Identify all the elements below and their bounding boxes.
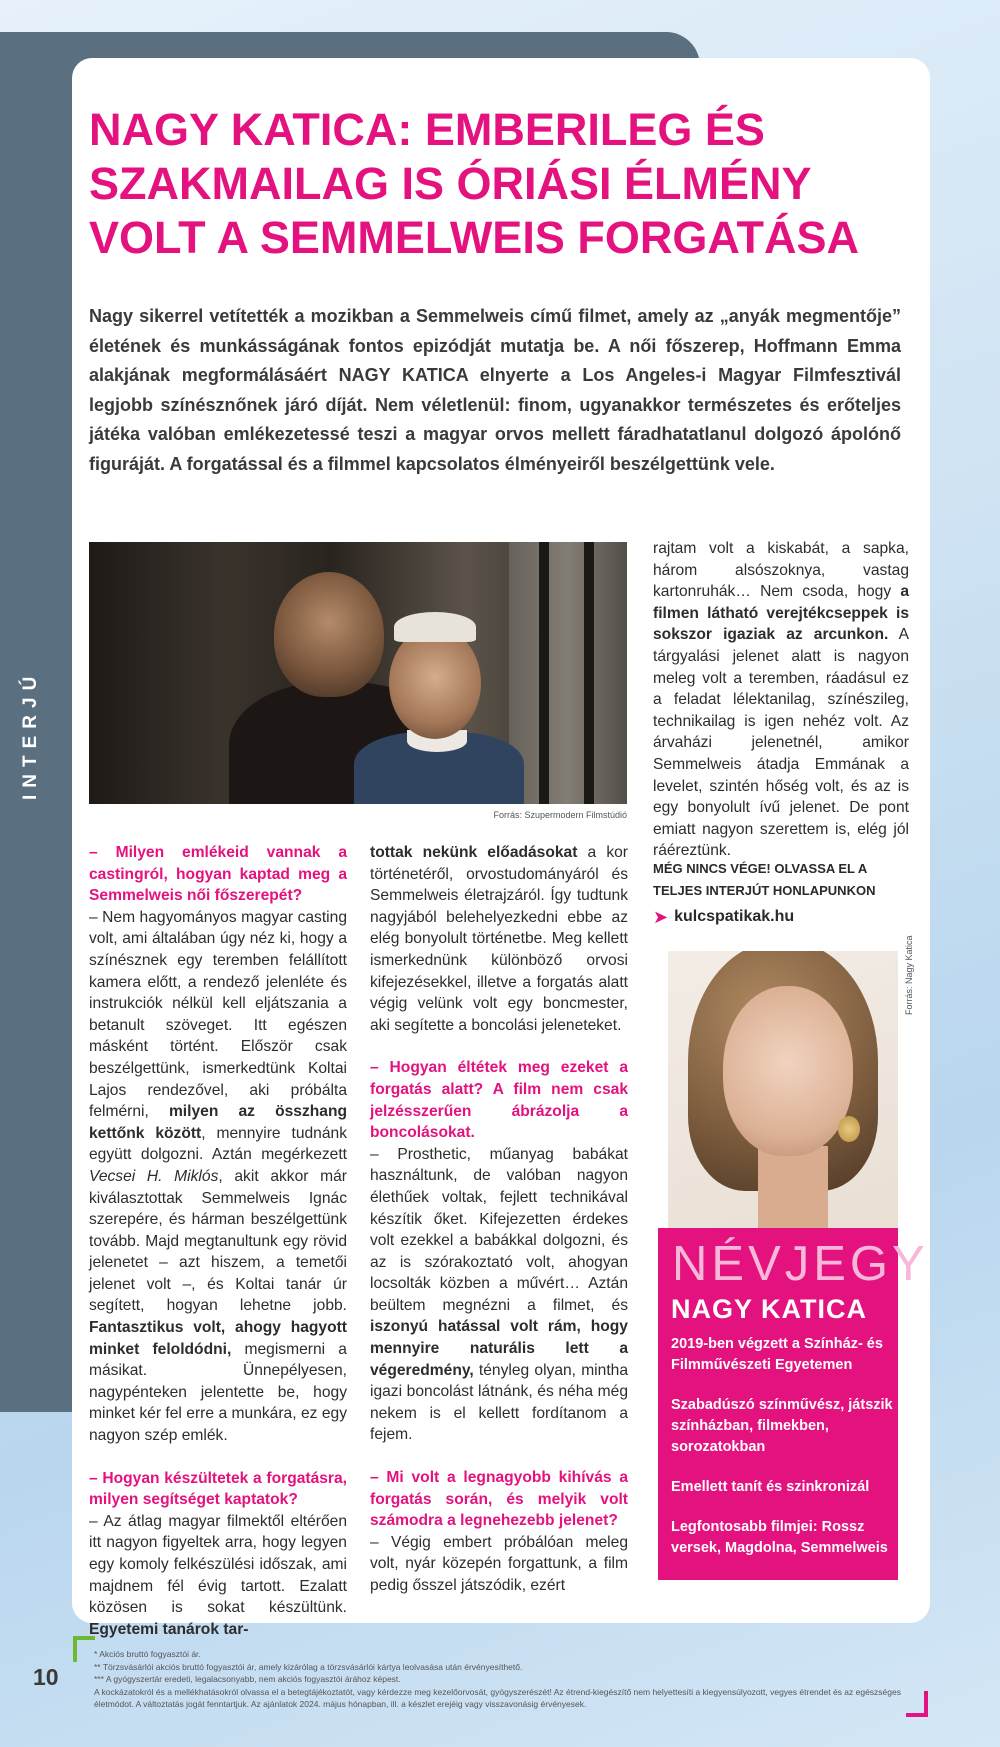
answer-casting (89, 907, 347, 1447)
answer-preparation-cont (370, 842, 628, 1036)
footnote-line: ** Törzsvásárlói akciós bruttó fogyasztói ár, amely kizárólag a törzsvásárlói kártya leolvasása után érvényesíthető. (94, 1661, 523, 1672)
answer-autopsy (370, 1144, 628, 1446)
profile-item: Legfontosabb filmjei: Rossz versek, Magdolna, Semmelweis (671, 1519, 888, 1556)
actor-name: Vecsei H. Miklós (89, 1167, 219, 1185)
article-column-3 (653, 538, 909, 862)
answer-text: a kor történetéről, orvostudományáról és Semmelweis életrajzáról. Így tudtunk nagyjából belehelyezkedni ebbe az elég bonyolult történetbe. Meg kellett ismerkednünk különböző orvosi kifejezésekkel, illetve a forgatás alatt végig velünk volt egy boncmester, aki segítette a boncolási jeleneteket. (370, 844, 628, 1034)
website-url[interactable]: kulcspatikak.hu (674, 908, 795, 925)
film-still-photo (89, 542, 627, 804)
answer-text: – Az átlag magyar filmektől eltérően itt nagyon figyeltek arra, hogy legyen egy komoly felkészülési időszak, ami majdnem fél évig tartott. Ezalatt közösen is sokat készültünk. (89, 1512, 347, 1617)
profile-items (671, 1334, 893, 1578)
profile-box (658, 1228, 929, 1580)
photo-window-bar (539, 542, 549, 804)
answer-text: A tárgyalási jelenet alatt is nagyon meleg volt a teremben, ráadásul ez a feladat lélektanilag, színészileg, technikailag is igen nehéz volt. Az árvaházi jelenetnél, amikor Semmelweis átadja Emmának a levelet, szintén hőség volt, és az is egy bonyolult ívű jelenet. De pont emiatt nagyon szerettem is, elég jól ráéreztünk. (653, 626, 909, 860)
answer-highlight: a filmen látható verejtékcseppek is sokszor igaziak az arcunkon. (653, 583, 909, 644)
page-number: 10 (33, 1664, 59, 1690)
actress-portrait (668, 951, 898, 1228)
portrait-face (723, 986, 853, 1156)
answer-text: tényleg olyan, mintha igazi boncolást látnánk, és néha még nekem is el kellett fordítanom a fejem. (370, 1361, 628, 1444)
question-preparation: – Hogyan készültetek a forgatásra, milyen segítséget kaptatok? (89, 1469, 347, 1509)
answer-challenge: – Végig embert próbálóan meleg volt, nyár közepén forgattunk, a film pedig ősszel játszódik, ezért (370, 1533, 628, 1594)
article-column-2 (370, 842, 628, 1597)
answer-text: , mennyire tudnánk együtt dolgozni. Aztán megérkezett (89, 1124, 347, 1164)
answer-highlight: Egyetemi tanárok tar- (89, 1620, 249, 1638)
arrow-right-icon: ➤ (653, 906, 669, 927)
photo-woman-cap (394, 612, 476, 642)
answer-text: – Prosthetic, műanyag babákat használtunk, de valóban nagyon élethűek voltak, fejlett technikával készítik őket. Kifejezetten érdekes volt ezekkel a babákkal dolgozni, és az is szórakoztató volt, ahogyan locsolták közben a művért… Aztán beültem megnézni a filmet, és (370, 1145, 628, 1314)
profile-item: 2019-ben végzett a Színház- és Filmművészeti Egyetemen (671, 1336, 883, 1373)
answer-text: rajtam volt a kiskabát, a sapka, három alsószoknya, vastag kartonruhák… Nem csoda, hogy (653, 540, 909, 601)
question-autopsy: – Hogyan éltétek meg ezeket a forgatás alatt? A film nem csak jelzésszerűen ábrázolja a boncolásokat. (370, 1059, 628, 1142)
answer-preparation (89, 1511, 347, 1641)
profile-name: NAGY KATICA (671, 1294, 868, 1324)
section-label: INTERJÚ (20, 669, 41, 800)
footnote-line: A kockázatokról és a mellékhatásokról olvassa el a betegtájékoztatót, vagy kérdezze meg kezelőorvosát, gyógyszerészét! Az étrend-kiegészítő nem helyettesíti a kiegyensúlyozott, vegyes étrendet és az egészséges életmódot. A változtatás jogát fenntartjuk. Az ajánlatok 2024. május hónapban, ill. a készlet erejéig vagy visszavonásig érvényesek. (94, 1686, 901, 1709)
question-casting: – Milyen emlékeid vannak a castingról, hogyan kaptad meg a Semmelweis női főszerepét? (89, 844, 347, 905)
footnotes (94, 1648, 914, 1711)
answer-challenge-cont (653, 538, 909, 862)
website-link[interactable] (653, 905, 794, 929)
footnote-line: *** A gyógyszertár eredeti, legalacsonyabb, nem akciós fogyasztói árához képest. (94, 1674, 401, 1684)
portrait-earring (838, 1116, 860, 1142)
photo-window (509, 542, 627, 804)
article-lead: Nagy sikerrel vetítették a mozikban a Semmelweis című filmet, amely az „anyák megmentője” életének és munkásságának fontos epizódját mutatja be. A női főszerep, Hoffmann Emma alakjának megformálásáért NAGY KATICA elnyerte a Los Angeles-i Magyar Filmfesztivál legjobb színésznőnek járó díját. Nem véletlenül: finom, ugyanakkor természetes és erőteljes játéka valóban emlékezetessé teszi a magyar orvos mellett fáradhatatlanul dolgozó ápolónő figuráját. A forgatással és a filmmel kapcsolatos élményeiről beszélgettünk vele. (89, 306, 901, 474)
photo-man-head (274, 572, 384, 697)
footnote-line: * Akciós bruttó fogyasztói ár. (94, 1649, 201, 1659)
answer-highlight: Fantasztikus volt, ahogy hagyott minket feloldódni, (89, 1319, 347, 1358)
answer-text: , akit akkor már kiválasztottak Semmelweis Ignác szerepére, és hárman beszélgettünk tovább. Majd megtanultunk egy rövid jelenetet – azt hiszem, a temetői jelenet volt –, és Koltai tanár úr segített, hogyan lehetne jobb. (89, 1167, 347, 1315)
article-column-1 (89, 842, 347, 1640)
corner-bracket-green (73, 1636, 95, 1662)
answer-highlight: tottak nekünk előadásokat (370, 844, 578, 861)
answer-highlight: milyen az összhang kettőnk között (89, 1103, 347, 1142)
portrait-neck (758, 1146, 828, 1228)
profile-item: Szabadúszó színművész, játszik színházban, filmekben, sorozatokban (671, 1397, 893, 1455)
photo-window-bar (584, 542, 594, 804)
answer-text: – Nem hagyományos magyar casting volt, ami általában úgy néz ki, hogy a színésznek egy teremben felállított kamera előtt, a rendező jelenléte és instrukciók nélkül kell eljátszania a betanult szöveget. Itt egészen másként történt. Először csak beszélgettünk, ismerkedtünk Koltai Lajos rendezővel, aki próbálta felmérni, (89, 908, 347, 1121)
corner-bracket-pink (906, 1691, 928, 1717)
portrait-credit: Forrás: Nagy Katica (904, 935, 914, 1015)
photo-woman-head (389, 627, 481, 739)
profile-heading: NÉVJEGY (672, 1237, 929, 1291)
answer-text: megismerni a másikat. Ünnepélyesen, nagypénteken jelentette be, hogy minket kér fel erre a munkára, ez egy nagyon szép emlék. (89, 1340, 347, 1445)
question-challenge: – Mi volt a legnagyobb kihívás a forgatás során, és melyik volt számodra a legnehezebb jelenet? (370, 1469, 628, 1530)
photo-credit: Forrás: Szupermodern Filmstúdió (493, 810, 627, 820)
article-title: NAGY KATICA: EMBERILEG ÉS SZAKMAILAG IS ÓRIÁSI ÉLMÉNY VOLT A SEMMELWEIS FORGATÁSA (89, 104, 859, 263)
read-more-promo: MÉG NINCS VÉGE! OLVASSA EL A TELJES INTERJÚT HONLAPUNKON (653, 861, 876, 898)
profile-item: Emellett tanít és szinkronizál (671, 1479, 870, 1495)
answer-highlight: iszonyú hatással volt rám, hogy mennyire naturális lett a végeredmény, (370, 1318, 628, 1379)
